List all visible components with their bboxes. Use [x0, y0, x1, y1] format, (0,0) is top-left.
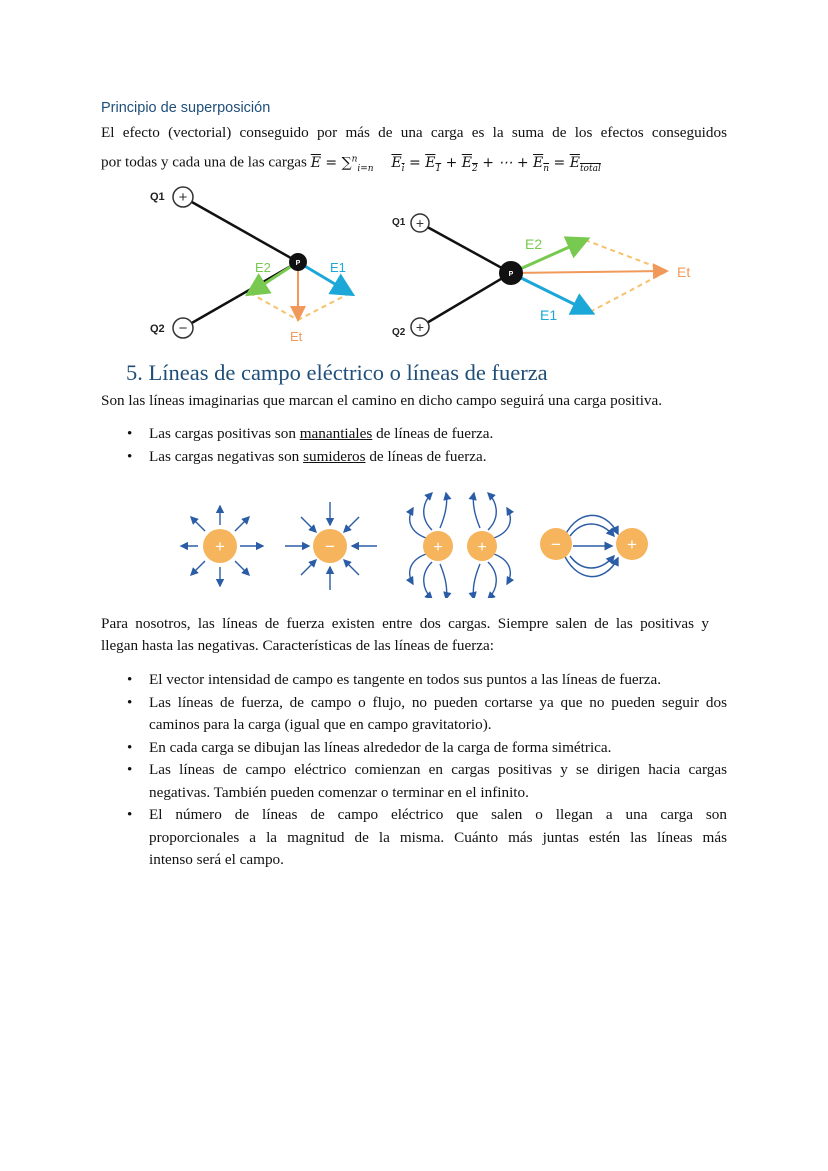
e2-label: E2	[525, 236, 543, 252]
list-item: • Las líneas de campo eléctrico comienzan en cargas positivas y se dirigen hacia cargas negativas. También pueden comenzar o terminar en el infinito.	[127, 761, 727, 801]
charges-bullet-list	[101, 423, 741, 468]
list-item: • El vector intensidad de campo es tangente en todos sus puntos a las líneas de fuerza.	[127, 671, 661, 688]
positive-charge-field	[181, 506, 263, 586]
q2-label: Q2	[392, 327, 406, 338]
q1-line	[420, 223, 511, 273]
superposition-formula: $\overline{E} = \sum^n_{i=n}$ $E_i = E_1 + E_2$ + ⋯ + $E_n = E_{total}$	[310, 154, 601, 174]
characteristics-line-2: llegan hasta las negativas. Características de las líneas de fuerza:	[101, 637, 495, 654]
dashed-e2	[590, 271, 667, 312]
plus-sign: +	[215, 537, 225, 556]
list-item: • Las líneas de fuerza, de campo o flujo, no pueden cortarse ya que no pueden seguir dos caminos para la carga (igual que en campo gravitatorio).	[127, 693, 727, 733]
q2-label: Q2	[150, 323, 165, 335]
section-intro: Son las líneas imaginarias que marcan el camino en dicho campo seguirá una carga positiva.	[101, 392, 663, 409]
superposition-line-1: El efecto (vectorial) conseguido por más de una carga es la suma de los efectos conseguidos	[101, 124, 727, 141]
plus-sign: +	[477, 539, 487, 556]
vector-e2	[511, 240, 585, 273]
minus-sign: −	[551, 535, 561, 554]
two-positive-charges-field	[410, 493, 511, 598]
et-label: Et	[290, 329, 303, 344]
plus-sign: +	[433, 539, 443, 556]
characteristics-line-1: Para nosotros, las líneas de fuerza existen entre dos cargas. Siempre salen de las positivas y	[101, 615, 709, 632]
q1-label: Q1	[150, 191, 165, 203]
dashed-e1	[250, 293, 298, 320]
e2-label: E2	[255, 260, 271, 275]
list-item: • Las cargas negativas son sumideros de líneas de fuerza.	[127, 447, 487, 465]
q2-line	[420, 273, 511, 327]
p-label: P	[295, 260, 301, 267]
e1-label: E1	[540, 307, 558, 323]
field-lines-diagram	[170, 488, 660, 598]
underlined-term: sumideros	[303, 447, 366, 465]
q1-line	[183, 197, 298, 262]
minus-sign: −	[325, 537, 335, 556]
superposition-diagram-left	[140, 180, 380, 350]
section-heading: 5. Líneas de campo eléctrico o líneas de fuerza	[126, 360, 548, 385]
dipole-field	[540, 515, 648, 576]
superposition-line-2	[101, 148, 601, 180]
characteristics-bullet-list	[101, 669, 727, 872]
q1-label: Q1	[392, 217, 406, 228]
list-item: • Las cargas positivas son manantiales de líneas de fuerza.	[127, 425, 494, 442]
list-item: • En cada carga se dibujan las líneas alrededor de la carga de forma simétrica.	[127, 738, 612, 756]
svg-text:+: +	[178, 189, 188, 206]
svg-text:+: +	[415, 215, 425, 231]
e1-label: E1	[330, 260, 346, 275]
superposition-diagram-right	[385, 205, 705, 345]
svg-text:+: +	[415, 319, 425, 335]
subsection-title: Principio de superposición	[101, 100, 271, 116]
svg-text:−: −	[178, 320, 188, 337]
negative-charge-field	[285, 502, 377, 590]
plus-sign: +	[627, 535, 637, 554]
et-label: Et	[677, 264, 691, 280]
underlined-term: manantiales	[299, 425, 373, 442]
vector-et	[511, 271, 665, 273]
dashed-e1	[585, 240, 667, 271]
superposition-line-2-text: por todas y cada una de las cargas	[101, 153, 307, 171]
dashed-e2	[298, 293, 350, 320]
p-label: P	[508, 271, 514, 278]
list-item: • El número de líneas de campo eléctrico que salen o llegan a una carga son proporcionales a la magnitud de la misma. Cuánto más juntas estén las líneas más intenso será el campo.	[127, 806, 727, 868]
